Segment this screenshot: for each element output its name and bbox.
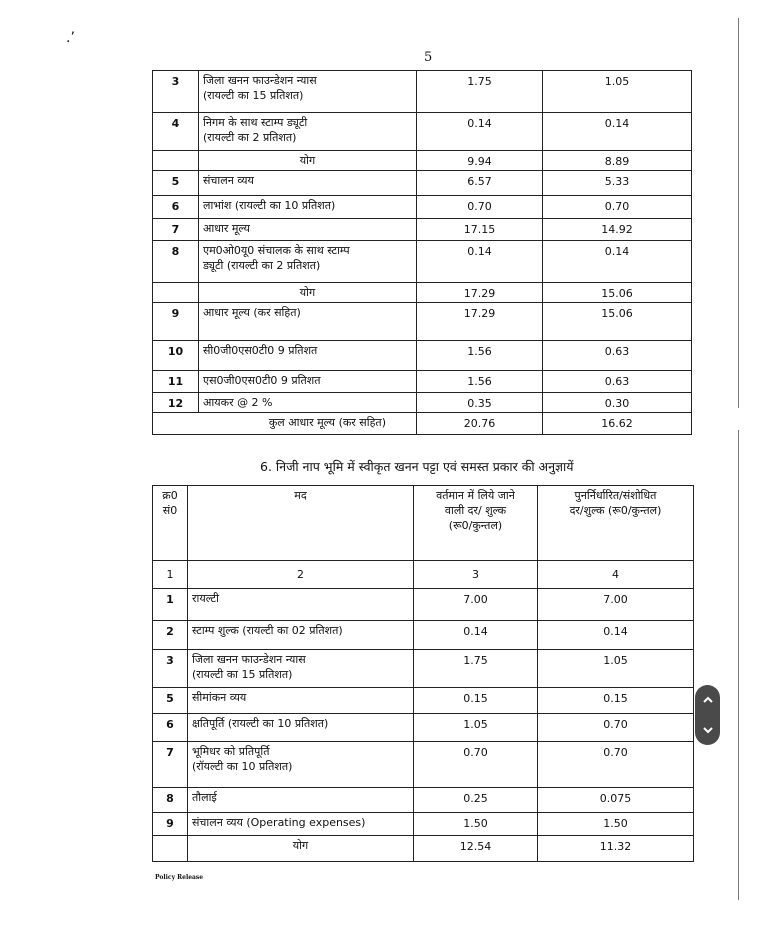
- chevron-down-icon[interactable]: [702, 725, 714, 735]
- serial-number: 10: [153, 341, 199, 371]
- column-number-row: [153, 561, 694, 589]
- item-description: आधार मूल्य (कर सहित): [199, 303, 417, 341]
- current-rate: 17.15: [417, 219, 543, 241]
- revised-rate: 0.30: [543, 393, 692, 413]
- table-row: [153, 371, 692, 393]
- table-row: [153, 589, 694, 621]
- current-rate: 1.75: [417, 71, 543, 113]
- grand-total-label: कुल आधार मूल्य (कर सहित): [153, 413, 417, 435]
- total-label: योग: [199, 283, 417, 303]
- current-rate: 7.00: [414, 589, 538, 621]
- current-rate: 17.29: [417, 283, 543, 303]
- total-row: [153, 413, 692, 435]
- revised-rate: 7.00: [538, 589, 694, 621]
- revised-rate: 1.05: [543, 71, 692, 113]
- serial-number: 12: [153, 393, 199, 413]
- table-row: [153, 341, 692, 371]
- table-row: [153, 303, 692, 341]
- serial-number: 5: [153, 171, 199, 196]
- revised-rate: 11.32: [538, 836, 694, 862]
- current-rate: 0.14: [417, 241, 543, 283]
- table-header-row: [153, 486, 694, 561]
- serial-number: 11: [153, 371, 199, 393]
- item-description: भूमिधर को प्रतिपूर्ति (रॉयल्टी का 10 प्रतिशत): [188, 742, 414, 788]
- column-number: 4: [538, 561, 694, 589]
- scan-edge-line: [738, 430, 739, 900]
- current-rate: 1.56: [417, 341, 543, 371]
- revised-rate: 1.05: [538, 650, 694, 688]
- current-rate: 9.94: [417, 151, 543, 171]
- table-row: [153, 171, 692, 196]
- table-row: [153, 196, 692, 219]
- current-rate: 0.35: [417, 393, 543, 413]
- revised-rate: 14.92: [543, 219, 692, 241]
- current-rate: 20.76: [417, 413, 543, 435]
- page-number: 5: [424, 50, 433, 65]
- revised-rate: 0.15: [538, 688, 694, 714]
- serial-number: 5: [153, 688, 188, 714]
- column-number: 1: [153, 561, 188, 589]
- serial-number: [153, 151, 199, 171]
- serial-number: 4: [153, 113, 199, 151]
- table-row: [153, 241, 692, 283]
- serial-number: 7: [153, 219, 199, 241]
- item-description: आधार मूल्य: [199, 219, 417, 241]
- header-current-rate: वर्तमान में लिये जाने वाली दर/ शुल्क (रू0/कुन्तल): [414, 486, 538, 561]
- serial-number: 8: [153, 788, 188, 813]
- revised-rate: 0.63: [543, 341, 692, 371]
- revised-rate: 0.70: [543, 196, 692, 219]
- item-description: क्षतिपूर्ति (रायल्टी का 10 प्रतिशत): [188, 714, 414, 742]
- serial-number: 8: [153, 241, 199, 283]
- serial-number: [153, 836, 188, 862]
- table-row: [153, 621, 694, 650]
- table-row: [153, 113, 692, 151]
- current-rate: 0.14: [414, 621, 538, 650]
- table-row: [153, 742, 694, 788]
- serial-number: 2: [153, 621, 188, 650]
- column-number: 2: [188, 561, 414, 589]
- serial-number: 3: [153, 650, 188, 688]
- header-sno: क्र0 सं0: [153, 486, 188, 561]
- revised-rate: 1.50: [538, 813, 694, 836]
- chevron-up-icon[interactable]: [702, 695, 714, 705]
- item-description: निगम के साथ स्टाम्प ड्यूटी (रायल्टी का 2 प्रतिशत): [199, 113, 417, 151]
- current-rate: 0.70: [417, 196, 543, 219]
- current-rate: 0.15: [414, 688, 538, 714]
- current-rate: 1.05: [414, 714, 538, 742]
- table-row: [153, 71, 692, 113]
- item-description: आयकर @ 2 %: [199, 393, 417, 413]
- revised-rate: 0.14: [543, 241, 692, 283]
- table-row: [153, 788, 694, 813]
- item-description: जिला खनन फाउन्डेशन न्यास (रायल्टी का 15 प्रतिशत): [199, 71, 417, 113]
- total-row: [153, 283, 692, 303]
- item-description: स्टाम्प शुल्क (रायल्टी का 02 प्रतिशत): [188, 621, 414, 650]
- current-rate: 0.70: [414, 742, 538, 788]
- item-description: जिला खनन फाउन्डेशन न्यास (रायल्टी का 15 प्रतिशत): [188, 650, 414, 688]
- revised-rate: 8.89: [543, 151, 692, 171]
- current-rate: 1.50: [414, 813, 538, 836]
- current-rate: 17.29: [417, 303, 543, 341]
- header-item: मद: [188, 486, 414, 561]
- section-6-heading: 6. निजी नाप भूमि में स्वीकृत खनन पट्टा एवं समस्त प्रकार की अनुज्ञायें: [260, 459, 574, 474]
- total-row: [153, 151, 692, 171]
- current-rate: 1.56: [417, 371, 543, 393]
- table-row: [153, 688, 694, 714]
- revised-rate: 0.075: [538, 788, 694, 813]
- total-label: योग: [188, 836, 414, 862]
- serial-number: 9: [153, 813, 188, 836]
- item-description: रायल्टी: [188, 589, 414, 621]
- table-row: [153, 813, 694, 836]
- private-land-fee-table: [152, 485, 694, 862]
- serial-number: 6: [153, 714, 188, 742]
- revised-rate: 0.63: [543, 371, 692, 393]
- revised-rate: 5.33: [543, 171, 692, 196]
- item-description: संचालन व्यय (Operating expenses): [188, 813, 414, 836]
- scan-mark: .’: [66, 30, 75, 46]
- column-number: 3: [414, 561, 538, 589]
- header-revised-rate: पुनर्निर्धारित/संशोधित दर/शुल्क (रू0/कुन्तल): [538, 486, 694, 561]
- serial-number: 3: [153, 71, 199, 113]
- serial-number: 6: [153, 196, 199, 219]
- item-description: एस0जी0एस0टी0 9 प्रतिशत: [199, 371, 417, 393]
- total-label: योग: [199, 151, 417, 171]
- current-rate: 0.25: [414, 788, 538, 813]
- serial-number: 1: [153, 589, 188, 621]
- revised-rate: 15.06: [543, 303, 692, 341]
- fee-table-continued: [152, 70, 692, 435]
- item-description: संचालन व्यय: [199, 171, 417, 196]
- current-rate: 12.54: [414, 836, 538, 862]
- scan-edge-line: [738, 18, 739, 408]
- item-description: एम0ओ0यू0 संचालक के साथ स्टाम्प ड्यूटी (रायल्टी का 2 प्रतिशत): [199, 241, 417, 283]
- footer-note: Policy Release: [155, 874, 204, 881]
- current-rate: 6.57: [417, 171, 543, 196]
- item-description: तौलाई: [188, 788, 414, 813]
- revised-rate: 0.70: [538, 714, 694, 742]
- revised-rate: 0.14: [543, 113, 692, 151]
- current-rate: 1.75: [414, 650, 538, 688]
- table-row: [153, 650, 694, 688]
- total-row: [153, 836, 694, 862]
- serial-number: 9: [153, 303, 199, 341]
- table-row: [153, 219, 692, 241]
- table-row: [153, 393, 692, 413]
- serial-number: 7: [153, 742, 188, 788]
- table-row: [153, 714, 694, 742]
- revised-rate: 0.14: [538, 621, 694, 650]
- current-rate: 0.14: [417, 113, 543, 151]
- revised-rate: 16.62: [543, 413, 692, 435]
- revised-rate: 15.06: [543, 283, 692, 303]
- revised-rate: 0.70: [538, 742, 694, 788]
- item-description: लाभांश (रायल्टी का 10 प्रतिशत): [199, 196, 417, 219]
- scroll-control: [695, 685, 720, 745]
- item-description: सी0जी0एस0टी0 9 प्रतिशत: [199, 341, 417, 371]
- serial-number: [153, 283, 199, 303]
- item-description: सीमांकन व्यय: [188, 688, 414, 714]
